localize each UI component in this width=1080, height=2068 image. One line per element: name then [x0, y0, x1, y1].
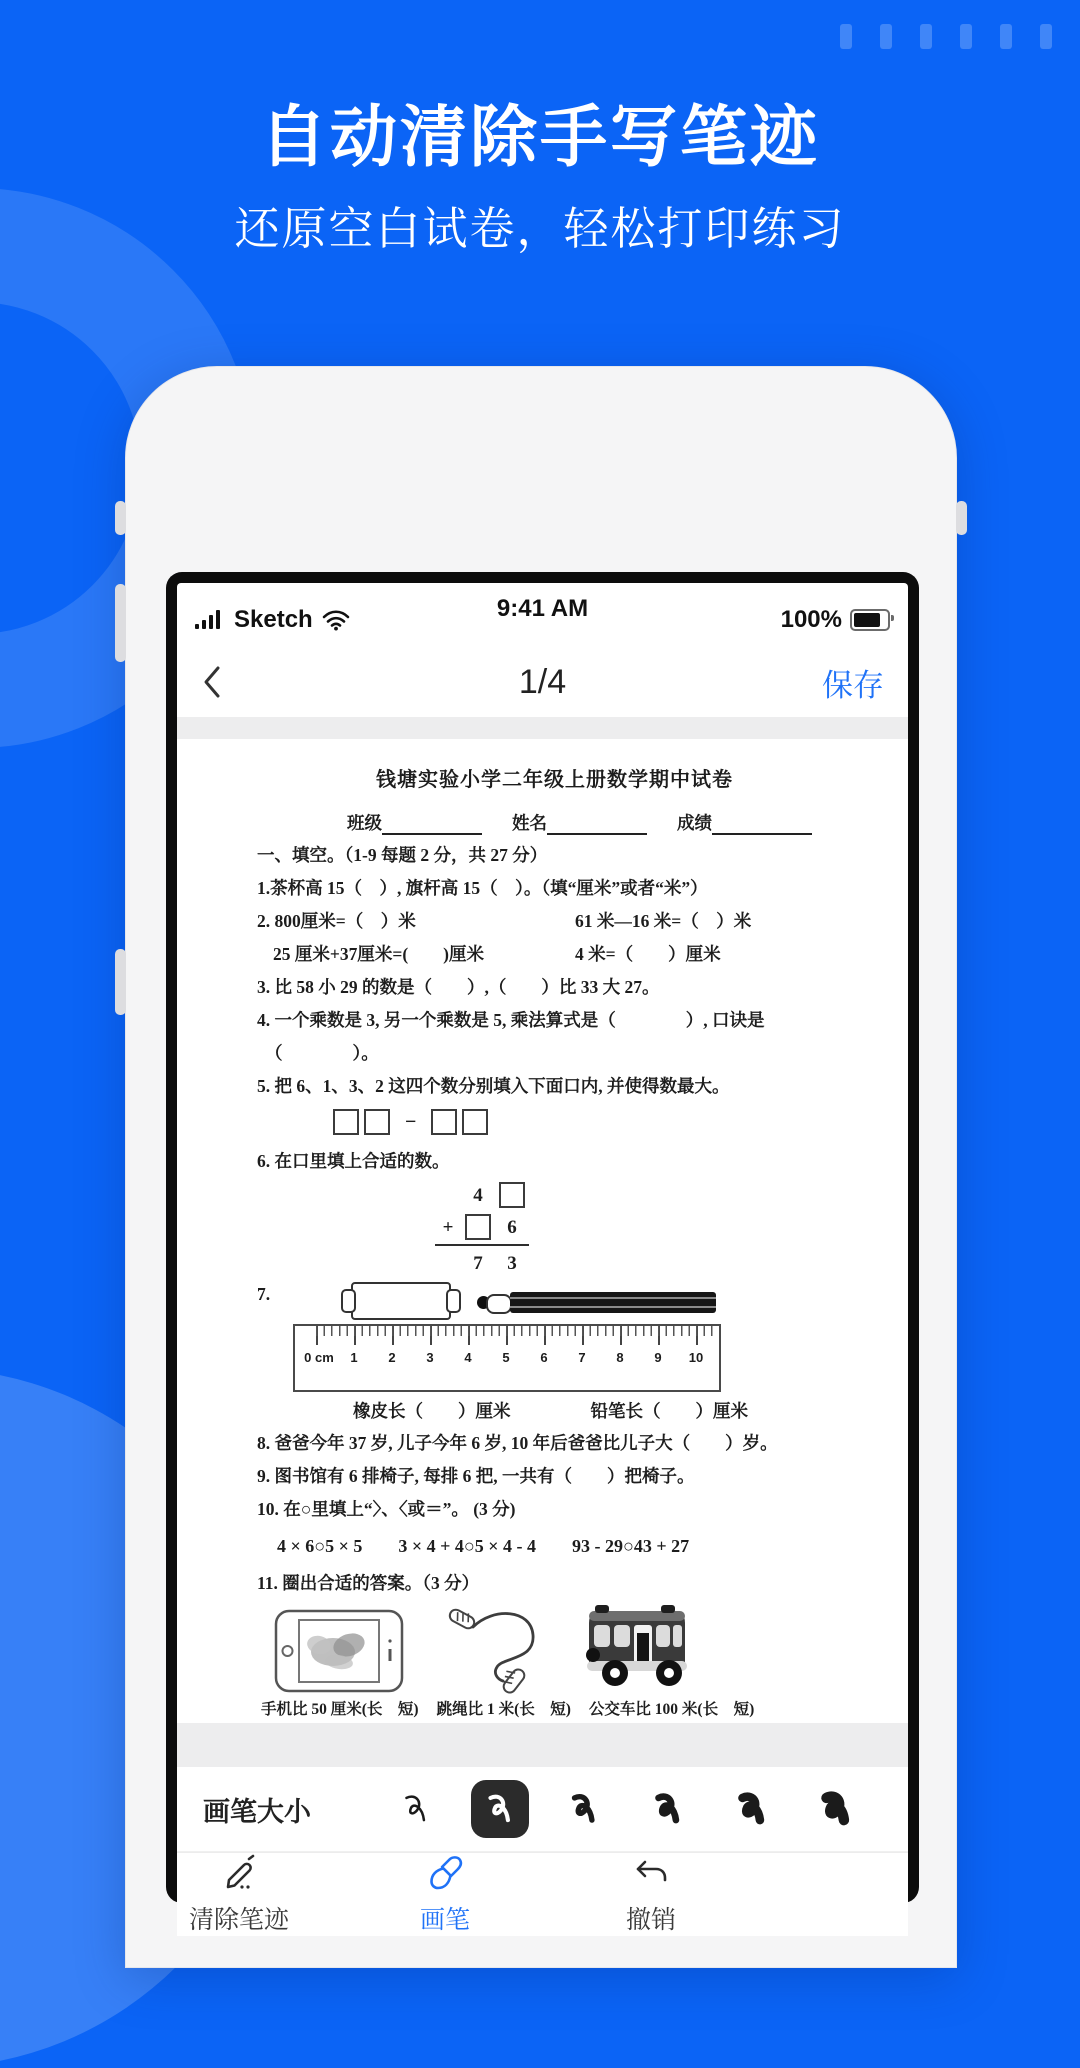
brush-size-option-3[interactable] — [555, 1780, 613, 1838]
exam-fields — [347, 807, 882, 835]
field-name-label: 姓名 — [512, 813, 547, 833]
question-7 — [257, 1280, 882, 1392]
dash — [920, 24, 932, 49]
question-8: 8. 爸爸今年 37 岁, 儿子今年 6 岁, 10 年后爸爸比儿子大（ ）岁。 — [257, 1433, 778, 1453]
eraser-pencil-icon — [219, 1853, 259, 1893]
jump-rope-image — [445, 1605, 541, 1695]
question-5-boxes — [333, 1105, 882, 1139]
question-11: 11. 圈出合适的答案。（3 分） — [257, 1573, 480, 1593]
question-10-items — [277, 1531, 882, 1561]
question-2c: 25 厘米+37厘米=( )厘米 — [273, 944, 484, 964]
addend-digit: 6 — [507, 1217, 517, 1238]
dash — [1000, 24, 1012, 49]
image-caption: 公交车比 100 米(长 短) — [588, 1701, 755, 1718]
undo-button[interactable] — [591, 1853, 711, 1936]
image-caption: 跳绳比 1 米(长 短) — [436, 1701, 571, 1718]
phone-screen — [166, 572, 919, 1934]
question-2-row1 — [257, 907, 882, 940]
result-digit: 3 — [507, 1253, 517, 1274]
question-7-number: 7. — [257, 1284, 271, 1304]
battery-percent: 100% — [780, 606, 842, 633]
question-2a: 2. 800厘米=（ ）米 — [257, 911, 416, 931]
pencil-image — [477, 1292, 727, 1314]
brush-tool-button[interactable] — [385, 1853, 505, 1936]
question-11-images — [273, 1603, 882, 1695]
volume-down-button — [115, 949, 126, 1015]
power-button — [956, 501, 967, 535]
ruler-graphic — [287, 1280, 729, 1392]
eraser-image — [351, 1282, 451, 1320]
clear-handwriting-button[interactable] — [179, 1853, 299, 1936]
mute-switch — [115, 501, 126, 535]
brush-size-option-4[interactable] — [639, 1780, 697, 1838]
brush-size-option-6[interactable] — [807, 1780, 865, 1838]
result-digit: 7 — [473, 1253, 483, 1274]
field-score-label: 成绩 — [677, 813, 712, 833]
divider-strip — [177, 717, 908, 739]
vertical-addition — [435, 1180, 882, 1280]
save-button[interactable]: 保存 — [822, 667, 884, 703]
page-subtitle: 还原空白试卷，轻松打印练习 — [234, 203, 846, 254]
question-4: 4. 一个乘数是 3, 另一个乘数是 5, 乘法算式是（ ）, 口诀是 — [257, 1010, 765, 1030]
question-9: 9. 图书馆有 6 排椅子, 每排 6 把, 一共有（ ）把椅子。 — [257, 1466, 695, 1486]
pencil-caption: 铅笔长（ ）厘米 — [590, 1401, 748, 1421]
brush-size-option-1[interactable] — [387, 1780, 445, 1838]
nav-bar — [177, 647, 908, 717]
dash — [840, 24, 852, 49]
plus-sign: + — [442, 1217, 454, 1238]
image-caption: 手机比 50 厘米(长 短) — [261, 1701, 419, 1718]
section-heading: 一、填空。（1-9 每题 2 分，共 27 分） — [257, 845, 548, 865]
undo-label: 撤销 — [625, 1906, 676, 1934]
brush-size-option-2[interactable] — [471, 1780, 529, 1838]
dash — [880, 24, 892, 49]
field-class-label: 班级 — [347, 813, 382, 833]
question-3: 3. 比 58 小 29 的数是（ ）,（ ）比 33 大 27。 — [257, 977, 660, 997]
eraser-caption: 橡皮长（ ）厘米 — [353, 1401, 511, 1421]
undo-icon — [631, 1853, 671, 1893]
question-2-row2 — [257, 940, 882, 973]
question-1: 1.茶杯高 15（ ）, 旗杆高 15（ ）。（填“厘米”或者“米”） — [257, 878, 708, 898]
brush-size-option-5[interactable] — [723, 1780, 781, 1838]
addend-digit: 4 — [473, 1185, 483, 1206]
question-10: 10. 在○里填上“〉、〈或＝”。 (3 分) — [257, 1499, 516, 1519]
bottom-toolbar — [177, 1852, 908, 1936]
bus-image — [581, 1603, 693, 1695]
question-2d: 4 米=（ ）厘米 — [575, 944, 721, 964]
question-11-captions — [261, 1697, 882, 1723]
compare-item: 4 × 6○5 × 5 — [277, 1536, 363, 1556]
clear-handwriting-label: 清除笔迹 — [188, 1906, 289, 1934]
question-6: 6. 在口里填上合适的数。 — [257, 1151, 450, 1171]
brush-tool-label: 画笔 — [419, 1906, 470, 1934]
exam-paper-canvas[interactable] — [177, 739, 908, 1723]
question-7-captions — [353, 1398, 882, 1423]
dash — [960, 24, 972, 49]
exam-title: 钱塘实验小学二年级上册数学期中试卷 — [376, 769, 733, 791]
status-bar — [177, 583, 908, 647]
question-2b: 61 米—16 米=（ ）米 — [575, 911, 752, 931]
question-4b: （ ）。 — [265, 1043, 379, 1063]
brush-size-options — [353, 1780, 865, 1838]
phone-with-fish-image — [273, 1607, 405, 1695]
dash — [1040, 24, 1052, 49]
phone-mockup — [125, 366, 957, 1968]
page-indicator: 1/4 — [518, 662, 567, 701]
brush-icon — [425, 1853, 465, 1893]
carrier-label: Sketch — [234, 606, 313, 633]
battery-icon — [850, 609, 890, 631]
compare-item: 93 - 29○43 + 27 — [572, 1536, 690, 1556]
page-title: 自动清除手写笔迹 — [260, 100, 820, 175]
volume-up-button — [115, 584, 126, 662]
brush-size-row — [177, 1767, 908, 1852]
minus-sign: − — [405, 1110, 417, 1133]
divider-band — [177, 1723, 908, 1767]
clock: 9:41 AM — [496, 595, 589, 622]
brush-size-label: 画笔大小 — [203, 1796, 311, 1827]
ruler-image: 0 cm 1 2 3 4 5 6 7 8 9 10 — [293, 1324, 721, 1392]
decorative-dashes — [840, 24, 1052, 49]
compare-item: 3 × 4 + 4○5 × 4 - 4 — [398, 1536, 537, 1556]
question-5: 5. 把 6、1、3、2 这四个数分别填入下面口内, 并使得数最大。 — [257, 1076, 730, 1096]
